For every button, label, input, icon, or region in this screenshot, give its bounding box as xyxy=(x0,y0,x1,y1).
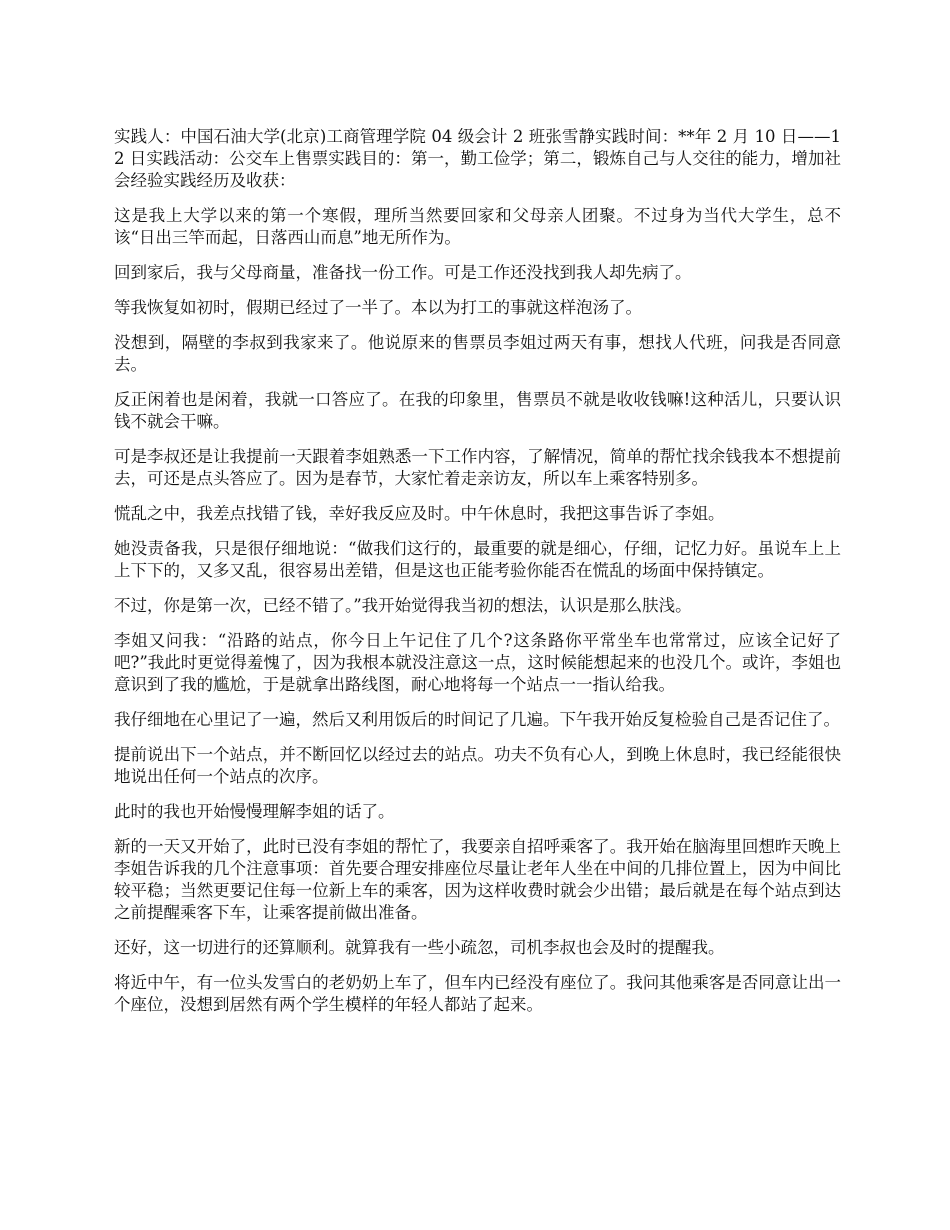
paragraph-12: 我仔细地在心里记了一遍，然后又利用饭后的时间记了几遍。下午我开始反复检验自己是否记住了。 xyxy=(114,710,840,729)
paragraph-7: 可是李叔还是让我提前一天跟着李姐熟悉一下工作内容，了解情况，简单的帮忙找余钱我本不想提前去，可还是点头答应了。因为是春节，大家忙着走亲访友，所以车上乘客特别多。 xyxy=(114,447,841,488)
paragraph-15: 新的一天又开始了，此时已没有李姐的帮忙了，我要亲自招呼乘客了。我开始在脑海里回想昨天晚上李姐告诉我的几个注意事项：首先要合理安排座位尽量让老年人坐在中间的几排位置上，因为中间比较平稳；当然更要记住每一位新上车的乘客，因为这样收费时就会少出错；最后就是在每个站点到达之前提醒乘客下车，让乘客提前做出准备。 xyxy=(114,837,841,922)
paragraph-14: 此时的我也开始慢慢理解李姐的话了。 xyxy=(114,802,395,821)
paragraph-10: 不过，你是第一次，已经不错了。”我开始觉得我当初的想法，认识是那么肤浅。 xyxy=(114,596,692,615)
document-body xyxy=(114,126,841,1029)
paragraph-2: 这是我上大学以来的第一个寒假，理所当然要回家和父母亲人团聚。不过身为当代大学生，总不该“日出三竿而起，日落西山而息”地无所作为。 xyxy=(114,206,841,247)
paragraph-4: 等我恢复如初时，假期已经过了一半了。本以为打工的事就这样泡汤了。 xyxy=(114,298,642,317)
paragraph-5: 没想到，隔壁的李叔到我家来了。他说原来的售票员李姐过两天有事，想找人代班，问我是否同意去。 xyxy=(114,333,841,374)
paragraph-8: 慌乱之中，我差点找错了钱，幸好我反应及时。中午休息时，我把这事告诉了李姐。 xyxy=(114,504,725,523)
paragraph-1: 实践人：中国石油大学(北京)工商管理学院 04 级会计 2 班张雪静实践时间：**年 2 月 10 日——12 日实践活动：公交车上售票实践目的：第一，勤工俭学；第二，锻炼自己与人交往的能力，增加社会经验实践经历及收获： xyxy=(114,127,841,190)
paragraph-6: 反正闲着也是闲着，我就一口答应了。在我的印象里，售票员不就是收收钱嘛!这种活儿，只要认识钱不就会干嘛。 xyxy=(114,390,841,431)
paragraph-9: 她没责备我，只是很仔细地说：“做我们这行的，最重要的就是细心，仔细，记忆力好。虽说车上上上下下的，又多又乱，很容易出差错，但是这也正能考验你能否在慌乱的场面中保持镇定。 xyxy=(114,539,841,580)
paragraph-17: 将近中午，有一位头发雪白的老奶奶上车了，但车内已经没有座位了。我问其他乘客是否同意让出一个座位，没想到居然有两个学生模样的年轻人都站了起来。 xyxy=(114,973,841,1014)
paragraph-3: 回到家后，我与父母商量，准备找一份工作。可是工作还没找到我人却先病了。 xyxy=(114,263,692,282)
paragraph-13: 提前说出下一个站点，并不断回忆以经过去的站点。功夫不负有心人，到晚上休息时，我已经能很快地说出任何一个站点的次序。 xyxy=(114,745,841,786)
paragraph-11: 李姐又问我：“沿路的站点，你今日上午记住了几个?这条路你平常坐车也常常过，应该全记好了吧?”我此时更觉得羞愧了，因为我根本就没注意这一点，这时候能想起来的也没几个。或许，李姐也意识到了我的尴尬，于是就拿出路线图，耐心地将每一个站点一一指认给我。 xyxy=(114,631,841,694)
paragraph-16: 还好，这一切进行的还算顺利。就算我有一些小疏忽，司机李叔也会及时的提醒我。 xyxy=(114,938,725,957)
